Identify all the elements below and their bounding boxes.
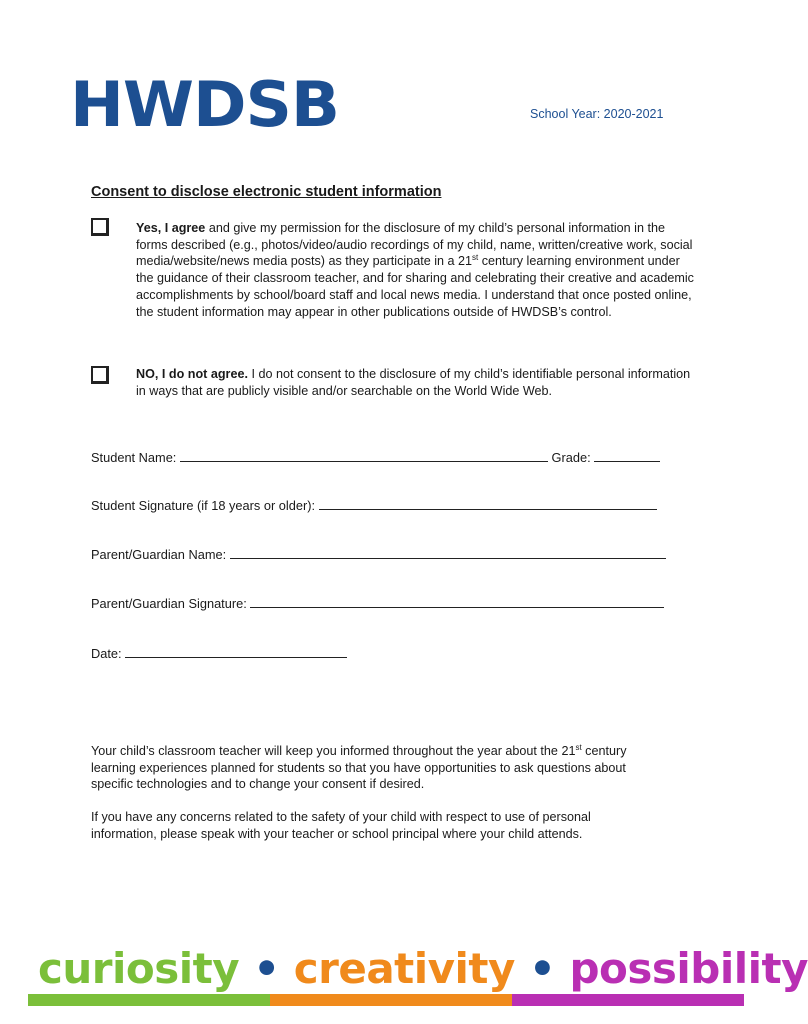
parent-name-label: Parent/Guardian Name: bbox=[91, 547, 227, 562]
agree-body-b: century learning environment under the guidance of their classroom teacher, and for sharing and celebrating their creative and academic accomplishments by school/board staff and local news media. I understand that once posted online, the student information may appear in other publications outside of HWDSB’s control. bbox=[136, 254, 694, 319]
student-signature-label: Student Signature (if 18 years or older): bbox=[91, 498, 316, 513]
tagline-possibility: possibility bbox=[569, 944, 808, 993]
student-name-row bbox=[91, 450, 660, 465]
disagree-body: I do not consent to the disclosure of my child’s identifiable personal information in ways that are publicly visible and/or searchable on the World Wide Web. bbox=[136, 367, 691, 398]
disagree-lead: NO, I do not agree. bbox=[136, 367, 248, 381]
student-signature-line[interactable] bbox=[319, 498, 657, 510]
agree-lead: Yes, I agree bbox=[136, 221, 206, 235]
agree-sup: st bbox=[472, 253, 479, 263]
tagline-curiosity: curiosity bbox=[38, 944, 240, 993]
grade-label: Grade: bbox=[551, 450, 591, 465]
grade-line[interactable] bbox=[594, 450, 660, 462]
footer-bar-green bbox=[28, 994, 270, 1006]
hwdsb-logo: HWDSB bbox=[70, 68, 340, 141]
agree-body-a: and give my permission for the disclosure of my child’s personal information in the forms described (e.g., photos/video/audio recordings of my child, name, written/creative work, social media/website/news media posts) as they participate in a 21 bbox=[136, 221, 693, 269]
parent-signature-line[interactable] bbox=[250, 596, 664, 608]
disagree-checkbox[interactable] bbox=[91, 366, 109, 384]
student-name-label: Student Name: bbox=[91, 450, 177, 465]
teacher-note bbox=[91, 743, 651, 793]
date-line[interactable] bbox=[125, 646, 347, 658]
school-year: School Year: 2020-2021 bbox=[530, 107, 664, 121]
parent-name-line[interactable] bbox=[230, 547, 666, 559]
date-label: Date: bbox=[91, 646, 122, 661]
teacher-note-b: century learning experiences planned for students so that you have opportunities to ask questions about specific technologies and to change your consent if desired. bbox=[91, 744, 627, 792]
disagree-text bbox=[136, 366, 696, 399]
footer-bar-orange bbox=[270, 994, 512, 1006]
agree-checkbox[interactable] bbox=[91, 218, 109, 236]
tagline-dot-2: • bbox=[514, 944, 570, 993]
teacher-note-sup: st bbox=[575, 742, 582, 752]
tagline-creativity: creativity bbox=[293, 944, 515, 993]
student-name-line[interactable] bbox=[180, 450, 548, 462]
form-title: Consent to disclose electronic student information bbox=[91, 184, 442, 200]
teacher-note-a: Your child’s classroom teacher will keep you informed throughout the year about the 21 bbox=[91, 744, 576, 758]
parent-signature-label: Parent/Guardian Signature: bbox=[91, 596, 247, 611]
concerns-note: If you have any concerns related to the safety of your child with respect to use of personal information, please speak with your teacher or school principal where your child attends. bbox=[91, 810, 591, 841]
footer-bar-purple bbox=[512, 994, 744, 1006]
tagline bbox=[38, 940, 808, 998]
agree-text bbox=[136, 220, 696, 320]
parent-signature-row bbox=[91, 596, 664, 611]
student-signature-row bbox=[91, 498, 657, 513]
tagline-dot-1: • bbox=[239, 944, 294, 993]
parent-name-row bbox=[91, 547, 666, 562]
date-row bbox=[91, 646, 347, 661]
